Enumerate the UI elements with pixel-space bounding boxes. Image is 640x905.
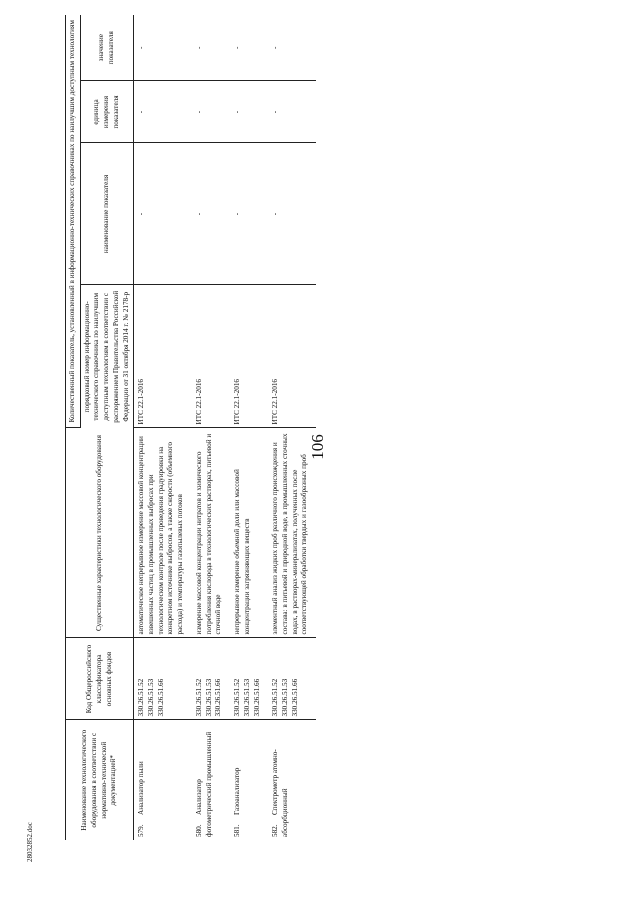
okof-code: 330.26.51.53 [147, 678, 156, 717]
header-quantitative-group: Количественный показатель, установленный в информационно-технических справочниках по наилучшим доступным технологиям [66, 15, 81, 428]
table-row [192, 15, 230, 840]
row-unit: - [230, 81, 268, 143]
row-number: 581. [233, 824, 242, 837]
row-number: 582. [271, 824, 280, 837]
equipment-name: Анализатор пыли [137, 761, 146, 815]
row-its: ИТС 22.1-2016 [134, 285, 192, 428]
okof-code: 330.26.51.52 [137, 678, 146, 717]
row-codes [230, 638, 268, 720]
row-unit: - [192, 81, 230, 143]
row-value: - [268, 15, 316, 81]
table-row [134, 15, 192, 840]
equipment-name: Анализатор фотометрический промышленный [194, 731, 213, 837]
row-number: 580. [194, 824, 203, 837]
okof-code: 330.26.51.66 [252, 678, 261, 717]
okof-code: 330.26.51.52 [194, 678, 203, 717]
footer-filename: 28032852.doc [26, 822, 34, 862]
equipment-table [65, 15, 316, 840]
row-name-cell [230, 720, 268, 840]
row-indicator: - [268, 143, 316, 285]
row-description: автоматическое непрерывное измерение массовой концентрации взвешенных частиц в промышленных выбросах при технологическом контроле после проведения градуировки на конкретном источнике выбросов, а также скорости (объемного расхода) и температуры газопылевых потоков [134, 428, 192, 638]
row-its: ИТС 22.1-2016 [192, 285, 230, 428]
row-value: - [230, 15, 268, 81]
header-indicator-name: наименование показателя [80, 143, 134, 285]
row-unit: - [268, 81, 316, 143]
header-characteristics: Существенные характеристики технологического оборудования [66, 428, 134, 638]
header-unit: единица измерения показателя [80, 81, 134, 143]
header-code: Код Общероссийского классификатора основных фондов [66, 638, 134, 720]
okof-code: 330.26.51.66 [214, 678, 223, 717]
row-its: ИТС 22.1-2016 [268, 285, 316, 428]
row-indicator: - [134, 143, 192, 285]
header-its-number: порядковый номер информационно-технического справочника по наилучшим доступным технологиям в соответствии с распоряжением Правительства Российской Федерации от 31 октября 2014 г. № 2178-р [80, 285, 134, 428]
row-codes [192, 638, 230, 720]
page-number: 106 [307, 434, 327, 460]
row-name-cell [134, 720, 192, 840]
header-name: Наименование технологического оборудования в соответствии с нормативно-технической документацией* [66, 720, 134, 840]
row-value: - [192, 15, 230, 81]
table-row [230, 15, 268, 840]
okof-code: 330.26.51.52 [233, 678, 242, 717]
okof-code: 330.26.51.66 [290, 678, 299, 717]
row-codes [134, 638, 192, 720]
row-value: - [134, 15, 192, 81]
header-value: значение показателя [80, 15, 134, 81]
row-its: ИТС 22.1-2016 [230, 285, 268, 428]
row-description: непрерывное измерение объемной доли или массовой концентрации загрязняющих веществ [230, 428, 268, 638]
equipment-name: Газоанализатор [233, 767, 242, 815]
row-indicator: - [192, 143, 230, 285]
row-name-cell [192, 720, 230, 840]
row-number: 579. [137, 824, 146, 837]
okof-code: 330.26.51.66 [156, 678, 165, 717]
row-indicator: - [230, 143, 268, 285]
equipment-name: Спектрометр атомно-абсорбционный [271, 749, 289, 837]
row-name-cell [268, 720, 316, 840]
rotated-table-container [65, 15, 595, 840]
okof-code: 330.26.51.53 [204, 678, 213, 717]
okof-code: 330.26.51.53 [280, 678, 289, 717]
row-unit: - [134, 81, 192, 143]
okof-code: 330.26.51.53 [242, 678, 251, 717]
okof-code: 330.26.51.52 [271, 678, 280, 717]
row-description: элементный анализ жидких проб различного происхождения и состава: в питьевой и природной воде, в промышленных сточных водах, в растворах-минерализатах, полученных после соответствующей обработки твердых и газообразных проб [268, 428, 316, 638]
row-codes [268, 638, 316, 720]
table-row [268, 15, 316, 840]
row-description: измерение массовой концентрации нитратов и химического потребления кислорода в технологических растворах, питьевой и сточной воде [192, 428, 230, 638]
